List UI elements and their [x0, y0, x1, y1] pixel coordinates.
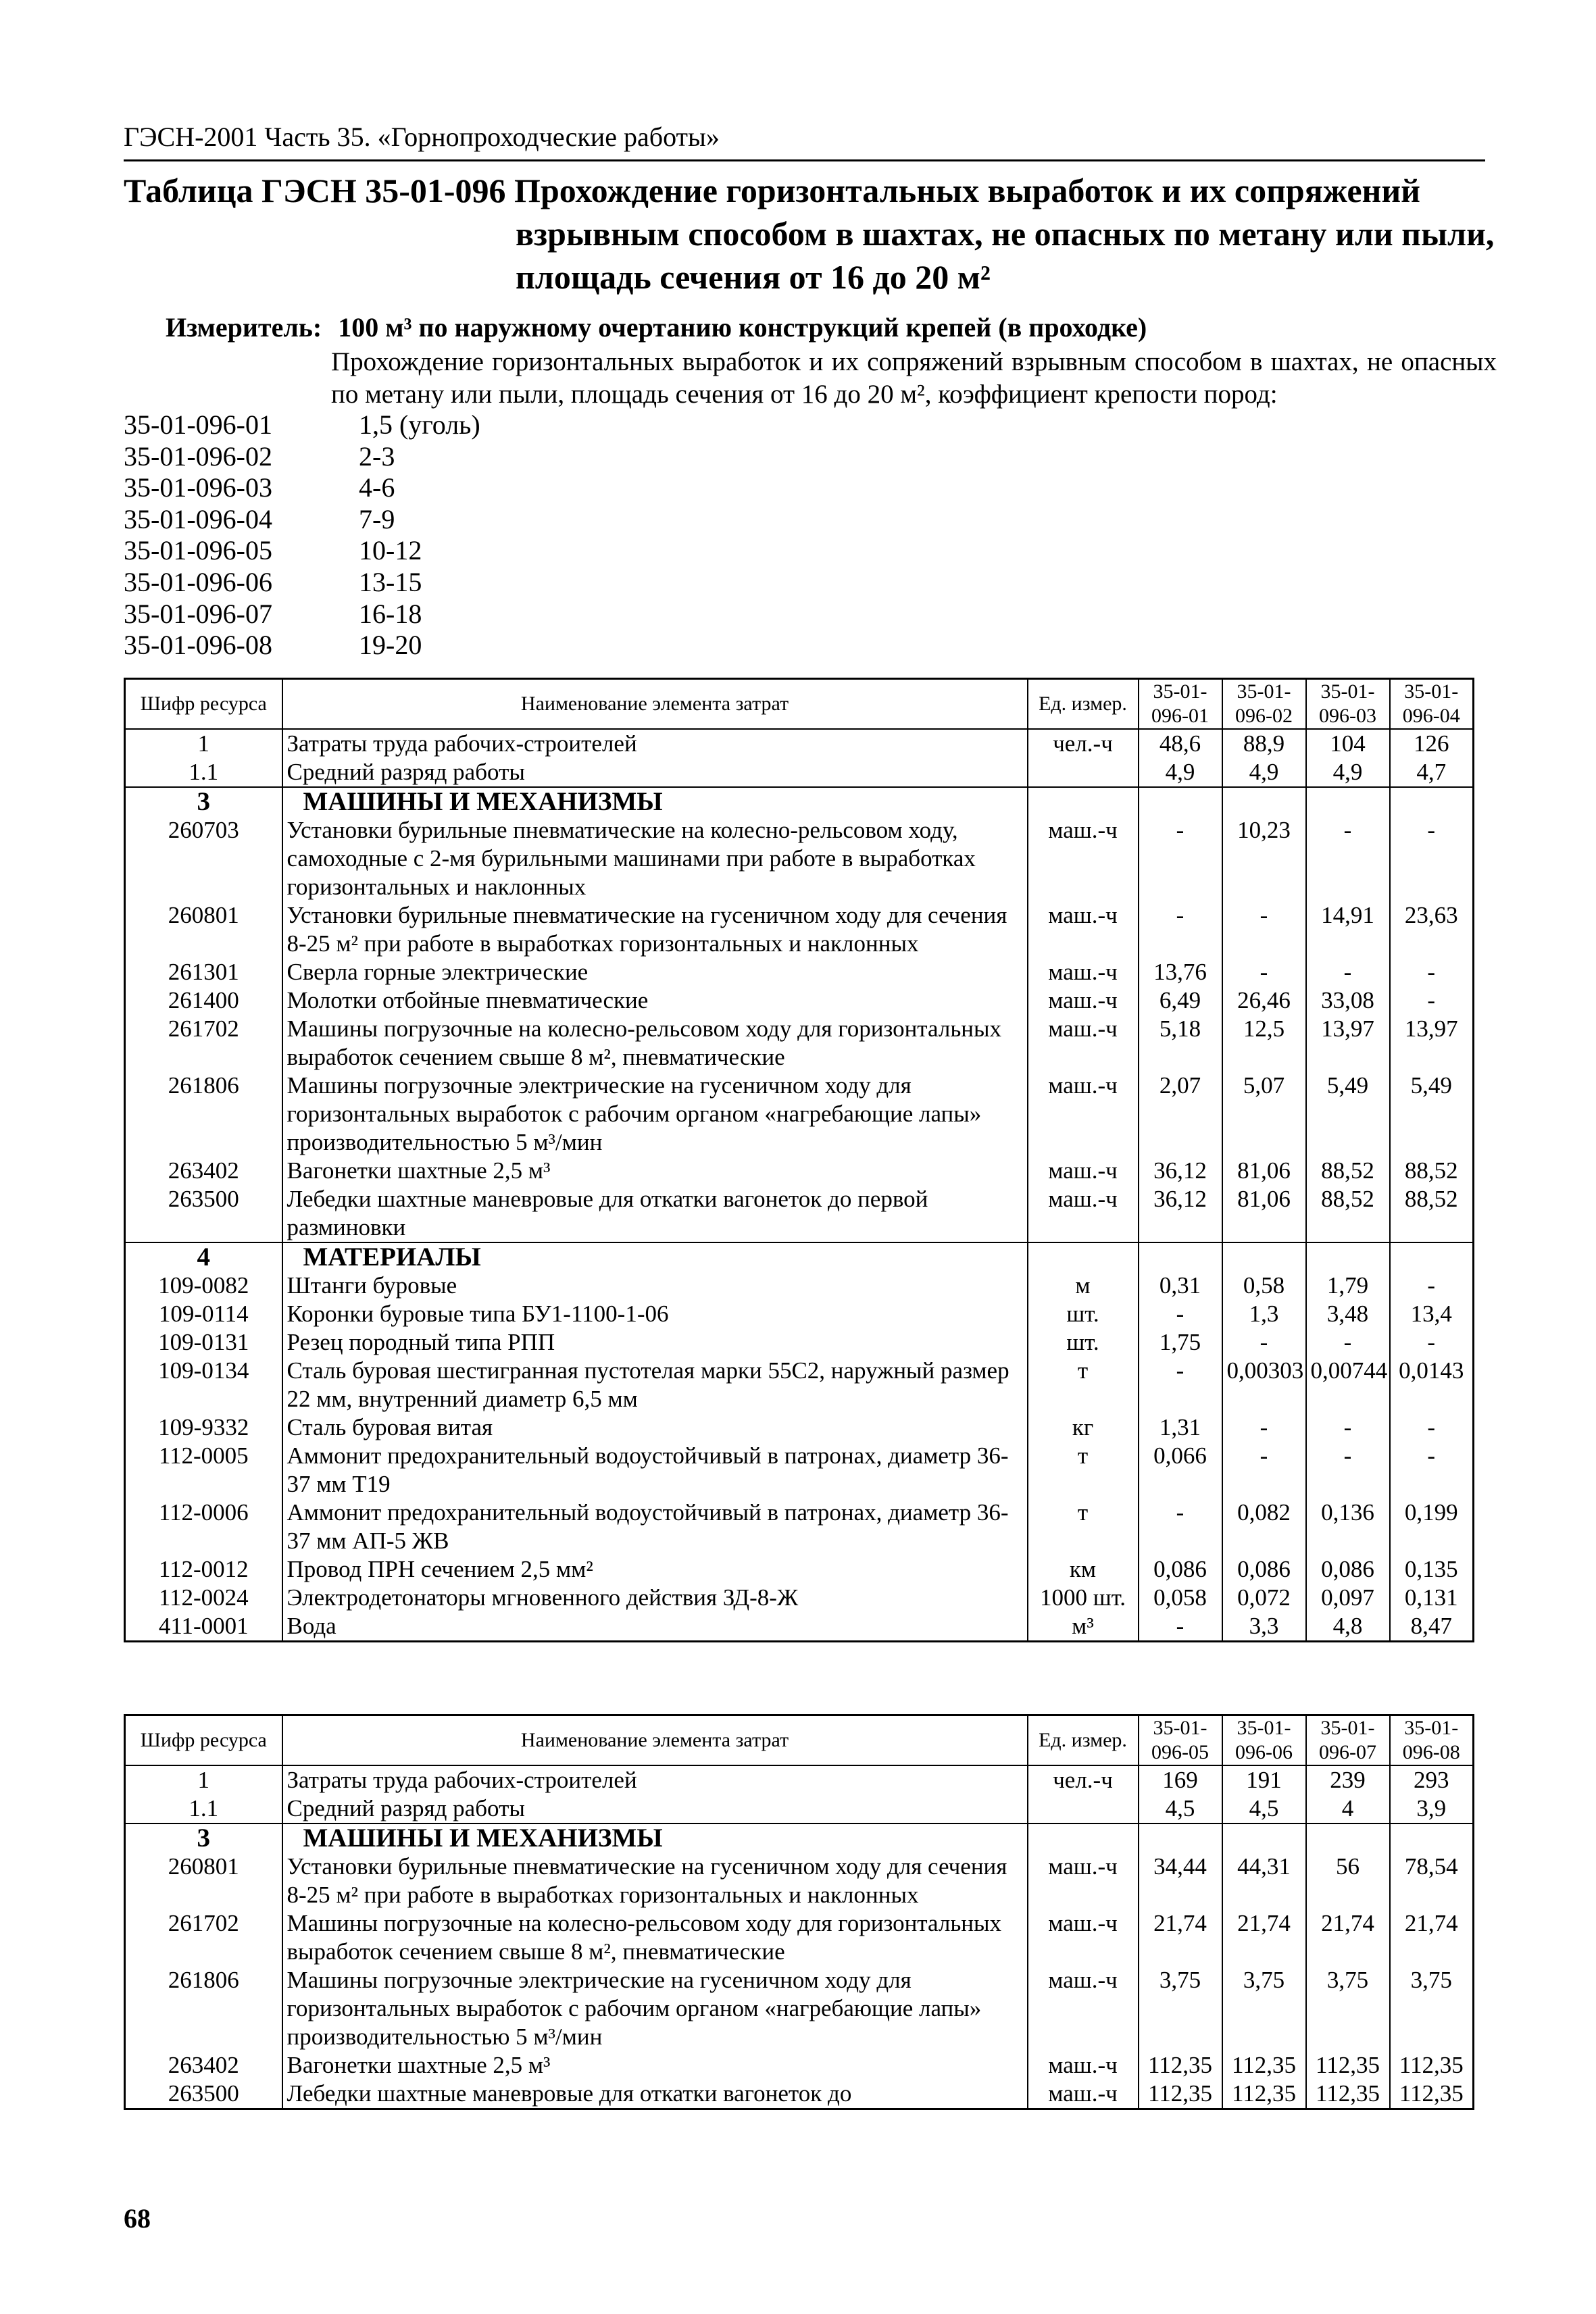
value-cell: - — [1139, 1357, 1222, 1413]
value-cell: 191 — [1222, 1765, 1306, 1794]
resource-name: Электродетонаторы мгновенного действия ЗД-8-Ж — [282, 1584, 1028, 1612]
value-cell: 0,00744 — [1306, 1357, 1390, 1413]
resource-name: Аммонит предохранительный водоустойчивый в патронах, диаметр 36-37 мм Т19 — [282, 1442, 1028, 1499]
resource-code: 261702 — [125, 1909, 282, 1966]
value-cell: 88,52 — [1390, 1157, 1474, 1185]
value-cell: 1,31 — [1139, 1413, 1222, 1442]
page-number: 68 — [124, 2203, 151, 2234]
resource-name: Средний разряд работы — [282, 1794, 1028, 1823]
value-cell: - — [1390, 1413, 1474, 1442]
value-cell: - — [1306, 1413, 1390, 1442]
value-cell: 3,75 — [1306, 1966, 1390, 2051]
resource-name: Сверла горные электрические — [282, 958, 1028, 986]
table-row — [125, 986, 1474, 1015]
code-value: 16-18 — [359, 598, 422, 629]
resource-code: 3 — [125, 787, 282, 816]
value-cell: 88,52 — [1306, 1157, 1390, 1185]
resource-code: 4 — [125, 1242, 282, 1272]
value-cell: 21,74 — [1139, 1909, 1222, 1966]
section-row — [125, 1242, 1474, 1272]
running-header: ГЭСН-2001 Часть 35. «Горнопроходческие работы» — [124, 122, 720, 152]
value-cell: 112,35 — [1139, 2051, 1222, 2080]
resource-code: 112-0006 — [125, 1499, 282, 1555]
resource-code: 261301 — [125, 958, 282, 986]
value-cell: 2,07 — [1139, 1072, 1222, 1157]
resource-name: Штанги буровые — [282, 1272, 1028, 1300]
value-cell: 0,131 — [1390, 1584, 1474, 1612]
resource-name: Установки бурильные пневматические на колесно-рельсовом ходу, самоходные с 2-мя бурильными машинами при работе в выработках горизонтальных и наклонных — [282, 816, 1028, 901]
table-row — [125, 1612, 1474, 1642]
code-list-item — [124, 472, 664, 504]
value-cell: 6,49 — [1139, 986, 1222, 1015]
table-row — [125, 1300, 1474, 1328]
section-row — [125, 787, 1474, 816]
value-cell — [1222, 1823, 1306, 1853]
resource-code: 411-0001 — [125, 1612, 282, 1642]
value-cell: - — [1306, 958, 1390, 986]
value-cell: 21,74 — [1222, 1909, 1306, 1966]
value-cell: 1,75 — [1139, 1328, 1222, 1357]
resource-code: 261400 — [125, 986, 282, 1015]
value-cell: 104 — [1306, 729, 1390, 758]
header-col-7: 35-01- 096-07 — [1306, 1715, 1390, 1766]
table-row — [125, 816, 1474, 901]
resource-unit: чел.-ч — [1028, 729, 1139, 758]
resource-unit: т — [1028, 1442, 1139, 1499]
measure-label: Измеритель: — [166, 312, 322, 343]
resource-name: Установки бурильные пневматические на гусеничном ходу для сечения 8-25 м² при работе в выработках горизонтальных и наклонных — [282, 1853, 1028, 1909]
table-row — [125, 1185, 1474, 1242]
code-value: 4-6 — [359, 472, 395, 503]
resource-unit: т — [1028, 1499, 1139, 1555]
value-cell: 4,8 — [1306, 1612, 1390, 1642]
code-id: 35-01-096-03 — [124, 472, 272, 503]
value-cell: 126 — [1390, 729, 1474, 758]
resource-unit: маш.-ч — [1028, 816, 1139, 901]
value-cell: - — [1390, 1442, 1474, 1499]
resource-unit: т — [1028, 1357, 1139, 1413]
resource-name: Машины погрузочные на колесно-рельсовом ходу для горизонтальных выработок сечением свыше 8 м², пневматические — [282, 1015, 1028, 1072]
table-row — [125, 1328, 1474, 1357]
value-cell: 3,3 — [1222, 1612, 1306, 1642]
value-cell: 0,58 — [1222, 1272, 1306, 1300]
resource-name: Средний разряд работы — [282, 758, 1028, 787]
table-row — [125, 1072, 1474, 1157]
value-cell: - — [1139, 901, 1222, 958]
table-row — [125, 1413, 1474, 1442]
value-cell: - — [1222, 958, 1306, 986]
value-cell: - — [1222, 901, 1306, 958]
table-row — [125, 1442, 1474, 1499]
resource-name: МАШИНЫ И МЕХАНИЗМЫ — [282, 1823, 1028, 1853]
value-cell: 0,0143 — [1390, 1357, 1474, 1413]
resource-unit: маш.-ч — [1028, 1157, 1139, 1185]
value-cell: 4,7 — [1390, 758, 1474, 787]
resource-unit — [1028, 787, 1139, 816]
table-row — [125, 1794, 1474, 1823]
table-row — [125, 2080, 1474, 2109]
value-cell: 112,35 — [1306, 2080, 1390, 2109]
value-cell: 0,086 — [1306, 1555, 1390, 1584]
value-cell: - — [1222, 1328, 1306, 1357]
value-cell — [1390, 1823, 1474, 1853]
code-id: 35-01-096-02 — [124, 441, 272, 472]
resource-unit: маш.-ч — [1028, 2051, 1139, 2080]
resource-unit: маш.-ч — [1028, 901, 1139, 958]
resource-unit: маш.-ч — [1028, 2080, 1139, 2109]
table-row — [125, 901, 1474, 958]
value-cell: 78,54 — [1390, 1853, 1474, 1909]
resource-name: Вода — [282, 1612, 1028, 1642]
value-cell: 88,52 — [1306, 1185, 1390, 1242]
value-cell: 88,52 — [1390, 1185, 1474, 1242]
resource-code: 263402 — [125, 1157, 282, 1185]
resource-name: Аммонит предохранительный водоустойчивый в патронах, диаметр 36-37 мм АП-5 ЖВ — [282, 1499, 1028, 1555]
table-row — [125, 958, 1474, 986]
value-cell: 5,18 — [1139, 1015, 1222, 1072]
value-cell: 0,097 — [1306, 1584, 1390, 1612]
resource-name: Машины погрузочные на колесно-рельсовом ходу для горизонтальных выработок сечением свыше 8 м², пневматические — [282, 1909, 1028, 1966]
resource-code: 263500 — [125, 1185, 282, 1242]
resource-code: 263402 — [125, 2051, 282, 2080]
resource-unit: шт. — [1028, 1328, 1139, 1357]
value-cell: 81,06 — [1222, 1157, 1306, 1185]
code-id: 35-01-096-01 — [124, 409, 272, 440]
resource-code: 261806 — [125, 1966, 282, 2051]
value-cell: 112,35 — [1390, 2051, 1474, 2080]
table-row — [125, 758, 1474, 787]
resource-name: Затраты труда рабочих-строителей — [282, 1765, 1028, 1794]
code-id: 35-01-096-08 — [124, 630, 272, 661]
title-line-3: площадь сечения от 16 до 20 м² — [516, 258, 991, 296]
value-cell: - — [1390, 816, 1474, 901]
value-cell: - — [1139, 1612, 1222, 1642]
value-cell: 1,3 — [1222, 1300, 1306, 1328]
resource-unit — [1028, 1794, 1139, 1823]
table-row — [125, 1272, 1474, 1300]
value-cell — [1139, 787, 1222, 816]
value-cell: 5,49 — [1306, 1072, 1390, 1157]
value-cell: 36,12 — [1139, 1185, 1222, 1242]
resource-name: Лебедки шахтные маневровые для откатки вагонеток до — [282, 2080, 1028, 2109]
code-value: 19-20 — [359, 630, 422, 661]
resource-code: 1.1 — [125, 758, 282, 787]
resource-unit: м³ — [1028, 1612, 1139, 1642]
resource-unit — [1028, 758, 1139, 787]
value-cell: 10,23 — [1222, 816, 1306, 901]
header-unit: Ед. измер. — [1028, 679, 1139, 730]
value-cell — [1390, 787, 1474, 816]
resource-code: 109-9332 — [125, 1413, 282, 1442]
value-cell: 4,9 — [1306, 758, 1390, 787]
value-cell: 0,058 — [1139, 1584, 1222, 1612]
value-cell: 48,6 — [1139, 729, 1222, 758]
header-col-2: 35-01- 096-02 — [1222, 679, 1306, 730]
value-cell: 4 — [1306, 1794, 1390, 1823]
resource-table-1 — [124, 678, 1474, 1642]
table-title — [124, 169, 1495, 299]
value-cell: - — [1390, 986, 1474, 1015]
resource-code: 1 — [125, 1765, 282, 1794]
code-list-item — [124, 630, 664, 661]
header-col-6: 35-01- 096-06 — [1222, 1715, 1306, 1766]
measure-line — [166, 311, 1490, 345]
code-list-item — [124, 599, 664, 630]
value-cell: 3,9 — [1390, 1794, 1474, 1823]
resource-code: 260703 — [125, 816, 282, 901]
table-row — [125, 1015, 1474, 1072]
resource-code: 263500 — [125, 2080, 282, 2109]
resource-unit — [1028, 1242, 1139, 1272]
value-cell: 88,9 — [1222, 729, 1306, 758]
value-cell: 34,44 — [1139, 1853, 1222, 1909]
value-cell: - — [1306, 1328, 1390, 1357]
value-cell — [1222, 787, 1306, 816]
value-cell: 0,082 — [1222, 1499, 1306, 1555]
resource-unit — [1028, 1823, 1139, 1853]
value-cell — [1139, 1823, 1222, 1853]
value-cell: 36,12 — [1139, 1157, 1222, 1185]
measure-value: 100 м³ по наружному очертанию конструкций крепей (в проходке) — [338, 312, 1147, 343]
value-cell: 33,08 — [1306, 986, 1390, 1015]
value-cell: 1,79 — [1306, 1272, 1390, 1300]
value-cell: 14,91 — [1306, 901, 1390, 958]
value-cell — [1306, 1823, 1390, 1853]
value-cell: 81,06 — [1222, 1185, 1306, 1242]
resource-code: 3 — [125, 1823, 282, 1853]
value-cell: 0,072 — [1222, 1584, 1306, 1612]
title-line-1: Таблица ГЭСН 35-01-096 Прохождение горизонтальных выработок и их сопряжений — [124, 172, 1420, 209]
resource-code: 112-0024 — [125, 1584, 282, 1612]
code-id: 35-01-096-07 — [124, 598, 272, 629]
value-cell: 13,4 — [1390, 1300, 1474, 1328]
header-rule — [124, 159, 1485, 161]
value-cell: - — [1139, 816, 1222, 901]
code-id: 35-01-096-04 — [124, 503, 272, 534]
header-name: Наименование элемента затрат — [282, 679, 1028, 730]
value-cell: 4,5 — [1139, 1794, 1222, 1823]
value-cell: - — [1390, 1272, 1474, 1300]
value-cell: 112,35 — [1306, 2051, 1390, 2080]
value-cell: 112,35 — [1222, 2051, 1306, 2080]
resource-unit: шт. — [1028, 1300, 1139, 1328]
resource-unit: маш.-ч — [1028, 1185, 1139, 1242]
table-row — [125, 1584, 1474, 1612]
resource-name: Вагонетки шахтные 2,5 м³ — [282, 2051, 1028, 2080]
value-cell: 21,74 — [1306, 1909, 1390, 1966]
resource-unit: кг — [1028, 1413, 1139, 1442]
resource-name: Установки бурильные пневматические на гусеничном ходу для сечения 8-25 м² при работе в выработках горизонтальных и наклонных — [282, 901, 1028, 958]
value-cell — [1222, 1242, 1306, 1272]
table-row — [125, 1157, 1474, 1185]
resource-name: Провод ПРН сечением 2,5 мм² — [282, 1555, 1028, 1584]
resource-unit: м — [1028, 1272, 1139, 1300]
resource-unit: 1000 шт. — [1028, 1584, 1139, 1612]
value-cell: 112,35 — [1139, 2080, 1222, 2109]
code-list — [124, 409, 664, 661]
value-cell: - — [1390, 958, 1474, 986]
value-cell — [1306, 787, 1390, 816]
code-list-item — [124, 567, 664, 599]
value-cell: - — [1306, 816, 1390, 901]
header-col-1: 35-01- 096-01 — [1139, 679, 1222, 730]
value-cell: 23,63 — [1390, 901, 1474, 958]
value-cell: 0,199 — [1390, 1499, 1474, 1555]
value-cell: - — [1222, 1413, 1306, 1442]
header-unit: Ед. измер. — [1028, 1715, 1139, 1766]
header-col-4: 35-01- 096-04 — [1390, 679, 1474, 730]
resource-code: 109-0082 — [125, 1272, 282, 1300]
resource-unit: маш.-ч — [1028, 1015, 1139, 1072]
value-cell: - — [1390, 1328, 1474, 1357]
value-cell: 0,136 — [1306, 1499, 1390, 1555]
value-cell: 4,9 — [1222, 758, 1306, 787]
resource-unit: маш.-ч — [1028, 1966, 1139, 2051]
value-cell: 0,086 — [1139, 1555, 1222, 1584]
code-id: 35-01-096-05 — [124, 535, 272, 566]
code-value: 1,5 (уголь) — [359, 409, 480, 440]
resource-name: МАТЕРИАЛЫ — [282, 1242, 1028, 1272]
resource-name: МАШИНЫ И МЕХАНИЗМЫ — [282, 787, 1028, 816]
value-cell: - — [1222, 1442, 1306, 1499]
resource-unit: чел.-ч — [1028, 1765, 1139, 1794]
value-cell: 13,97 — [1306, 1015, 1390, 1072]
value-cell: 56 — [1306, 1853, 1390, 1909]
table-row — [125, 1357, 1474, 1413]
resource-name: Молотки отбойные пневматические — [282, 986, 1028, 1015]
resource-unit: маш.-ч — [1028, 1853, 1139, 1909]
code-list-item — [124, 409, 664, 441]
resource-code: 109-0134 — [125, 1357, 282, 1413]
resource-code: 112-0005 — [125, 1442, 282, 1499]
table-row — [125, 729, 1474, 758]
resource-code: 261702 — [125, 1015, 282, 1072]
table-row — [125, 1499, 1474, 1555]
value-cell: 0,31 — [1139, 1272, 1222, 1300]
code-list-item — [124, 535, 664, 567]
resource-code: 260801 — [125, 901, 282, 958]
resource-name: Машины погрузочные электрические на гусеничном ходу для горизонтальных выработок с рабочим органом «нагребающие лапы» производительностью 5 м³/мин — [282, 1072, 1028, 1157]
value-cell: 12,5 — [1222, 1015, 1306, 1072]
resource-name: Резец породный типа РПП — [282, 1328, 1028, 1357]
resource-unit: маш.-ч — [1028, 958, 1139, 986]
header-name: Наименование элемента затрат — [282, 1715, 1028, 1766]
header-code: Шифр ресурса — [125, 1715, 282, 1766]
value-cell: - — [1139, 1300, 1222, 1328]
resource-unit: км — [1028, 1555, 1139, 1584]
value-cell: 21,74 — [1390, 1909, 1474, 1966]
value-cell: 293 — [1390, 1765, 1474, 1794]
resource-code: 1 — [125, 729, 282, 758]
table-row — [125, 1555, 1474, 1584]
header-col-3: 35-01- 096-03 — [1306, 679, 1390, 730]
value-cell — [1390, 1242, 1474, 1272]
description: Прохождение горизонтальных выработок и их сопряжений взрывным способом в шахтах, не опасных по метану или пыли, площадь сечения от 16 до 20 м², коэффициент крепости пород: — [331, 347, 1497, 409]
value-cell: 13,97 — [1390, 1015, 1474, 1072]
table-row — [125, 2051, 1474, 2080]
table-row — [125, 1853, 1474, 1909]
value-cell: 4,9 — [1139, 758, 1222, 787]
value-cell: 5,07 — [1222, 1072, 1306, 1157]
code-value: 2-3 — [359, 441, 395, 472]
value-cell: 239 — [1306, 1765, 1390, 1794]
resource-code: 1.1 — [125, 1794, 282, 1823]
value-cell: 3,75 — [1390, 1966, 1474, 2051]
code-list-item — [124, 441, 664, 473]
value-cell: 4,5 — [1222, 1794, 1306, 1823]
code-list-item — [124, 504, 664, 536]
value-cell: 0,00303 — [1222, 1357, 1306, 1413]
header-col-5: 35-01- 096-05 — [1139, 1715, 1222, 1766]
value-cell: 112,35 — [1222, 2080, 1306, 2109]
resource-unit: маш.-ч — [1028, 1072, 1139, 1157]
table-row — [125, 1765, 1474, 1794]
resource-table-2 — [124, 1714, 1474, 2110]
resource-code: 261806 — [125, 1072, 282, 1157]
code-value: 7-9 — [359, 503, 395, 534]
table-row — [125, 1966, 1474, 2051]
title-line-2: взрывным способом в шахтах, не опасных по метану или пыли, — [516, 215, 1495, 253]
value-cell: - — [1139, 1499, 1222, 1555]
code-id: 35-01-096-06 — [124, 566, 272, 597]
header-code: Шифр ресурса — [125, 679, 282, 730]
value-cell: 26,46 — [1222, 986, 1306, 1015]
value-cell: - — [1306, 1442, 1390, 1499]
value-cell: 0,086 — [1222, 1555, 1306, 1584]
value-cell: 13,76 — [1139, 958, 1222, 986]
value-cell — [1306, 1242, 1390, 1272]
resource-name: Машины погрузочные электрические на гусеничном ходу для горизонтальных выработок с рабочим органом «нагребающие лапы» производительностью 5 м³/мин — [282, 1966, 1028, 2051]
code-value: 10-12 — [359, 535, 422, 566]
value-cell: 5,49 — [1390, 1072, 1474, 1157]
section-row — [125, 1823, 1474, 1853]
resource-name: Сталь буровая шестигранная пустотелая марки 55С2, наружный размер 22 мм, внутренний диаметр 6,5 мм — [282, 1357, 1028, 1413]
resource-name: Сталь буровая витая — [282, 1413, 1028, 1442]
value-cell — [1139, 1242, 1222, 1272]
resource-code: 109-0114 — [125, 1300, 282, 1328]
resource-name: Вагонетки шахтные 2,5 м³ — [282, 1157, 1028, 1185]
value-cell: 44,31 — [1222, 1853, 1306, 1909]
value-cell: 0,135 — [1390, 1555, 1474, 1584]
resource-code: 260801 — [125, 1853, 282, 1909]
value-cell: 112,35 — [1390, 2080, 1474, 2109]
value-cell: 3,75 — [1222, 1966, 1306, 2051]
resource-code: 109-0131 — [125, 1328, 282, 1357]
resource-code: 112-0012 — [125, 1555, 282, 1584]
value-cell: 3,48 — [1306, 1300, 1390, 1328]
value-cell: 169 — [1139, 1765, 1222, 1794]
resource-unit: маш.-ч — [1028, 1909, 1139, 1966]
table-row — [125, 1909, 1474, 1966]
value-cell: 0,066 — [1139, 1442, 1222, 1499]
code-value: 13-15 — [359, 566, 422, 597]
resource-unit: маш.-ч — [1028, 986, 1139, 1015]
resource-name: Лебедки шахтные маневровые для откатки вагонеток до первой разминовки — [282, 1185, 1028, 1242]
resource-name: Коронки буровые типа БУ1-1100-1-06 — [282, 1300, 1028, 1328]
resource-name: Затраты труда рабочих-строителей — [282, 729, 1028, 758]
header-col-8: 35-01- 096-08 — [1390, 1715, 1474, 1766]
value-cell: 3,75 — [1139, 1966, 1222, 2051]
value-cell: 8,47 — [1390, 1612, 1474, 1642]
